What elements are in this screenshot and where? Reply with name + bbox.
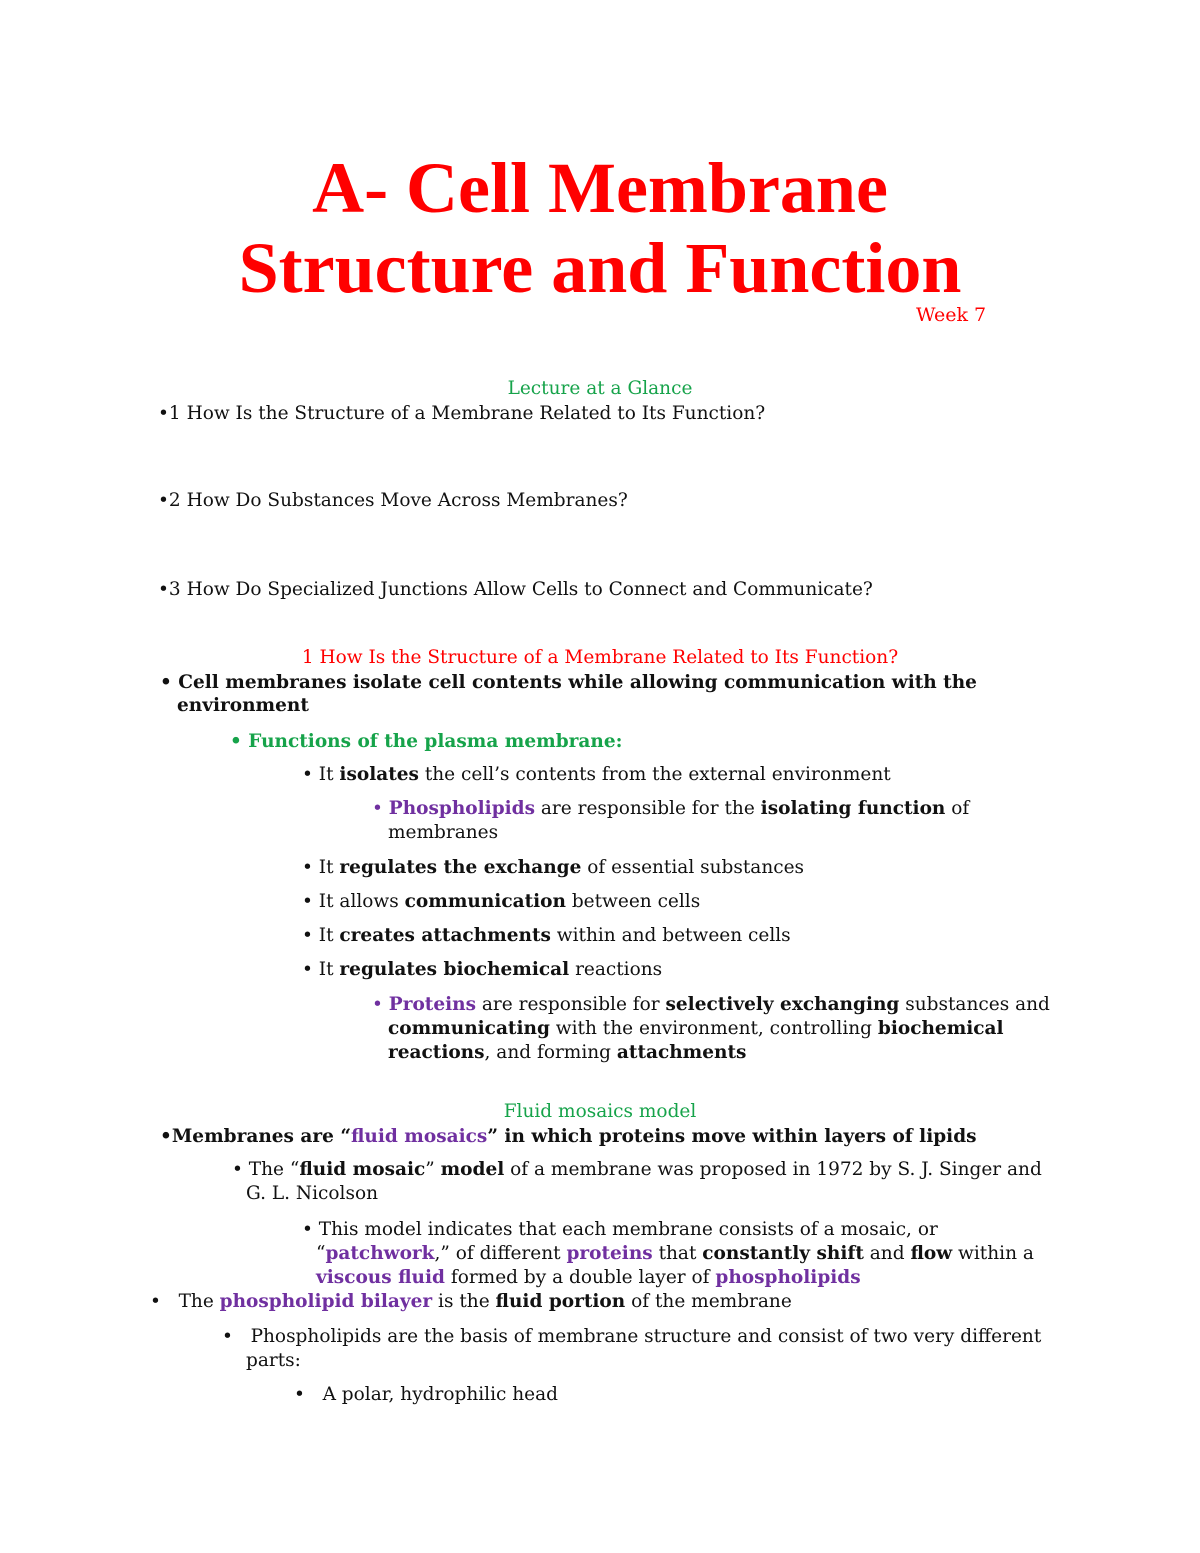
phospholipid-basis-cont: parts:: [246, 1350, 301, 1371]
fluid-lead: •Membranes are “fluid mosaics” in which proteins move within layers of lipids: [160, 1126, 977, 1147]
fluid-heading: Fluid mosaics model: [503, 1101, 697, 1122]
bullet-icon: •: [232, 1159, 249, 1180]
function-regulates-exchange: • It regulates the exchange of essential substances: [302, 857, 805, 878]
fluid-model: • The “fluid mosaic” model of a membrane was proposed in 1972 by S. J. Singer and: [232, 1159, 1042, 1180]
fluid-model-cont: G. L. Nicolson: [246, 1183, 378, 1204]
bullet-icon: •: [160, 1126, 172, 1147]
proteins-note: • Proteins are responsible for selectively exchanging substances and: [372, 994, 1050, 1015]
mosaic-desc-cont2: viscous fluid formed by a double layer of phospholipids: [316, 1267, 861, 1288]
bullet-icon: •: [372, 798, 389, 819]
bullet-icon: •: [294, 1384, 323, 1405]
bullet-icon: •: [222, 1326, 251, 1347]
bullet-icon: •: [160, 672, 179, 693]
bullet-icon: •: [302, 764, 319, 785]
glance-item-2: •2 How Do Substances Move Across Membranes?: [158, 490, 628, 511]
page-title-line2: Structure and Function: [238, 228, 962, 308]
mosaic-desc-cont1: “patchwork,” of different proteins that constantly shift and flow within a: [316, 1243, 1034, 1264]
bullet-icon: •: [230, 731, 249, 752]
function-biochemical: • It regulates biochemical reactions: [302, 959, 663, 980]
proteins-note-cont2: reactions, and forming attachments: [388, 1042, 747, 1063]
bullet-icon: •: [302, 959, 319, 980]
mosaic-desc: • This model indicates that each membrane consists of a mosaic, or: [302, 1219, 938, 1240]
section1-heading: 1 How Is the Structure of a Membrane Related to Its Function?: [301, 647, 899, 668]
functions-heading: • Functions of the plasma membrane:: [230, 731, 623, 752]
proteins-note-cont1: communicating with the environment, controlling biochemical: [388, 1018, 1004, 1039]
week-label: Week 7: [916, 304, 987, 326]
glance-item-3: •3 How Do Specialized Junctions Allow Cells to Connect and Communicate?: [158, 579, 873, 600]
function-communication: • It allows communication between cells: [302, 891, 701, 912]
bilayer-item: • The phospholipid bilayer is the fluid portion of the membrane: [150, 1291, 792, 1312]
polar-head-item: • A polar, hydrophilic head: [294, 1384, 558, 1405]
bullet-icon: •: [302, 891, 319, 912]
bullet-icon: •: [302, 925, 319, 946]
phospholipids-note: • Phospholipids are responsible for the isolating function of: [372, 798, 970, 819]
function-attachments: • It creates attachments within and between cells: [302, 925, 791, 946]
phospholipids-note-cont: membranes: [388, 822, 499, 843]
section1-lead-cont: environment: [177, 695, 309, 716]
section1-lead: • Cell membranes isolate cell contents while allowing communication with the: [160, 672, 977, 693]
page-title-line1: A- Cell Membrane: [312, 148, 888, 228]
function-isolates: • It isolates the cell’s contents from the external environment: [302, 764, 891, 785]
phospholipid-basis: • Phospholipids are the basis of membrane structure and consist of two very different: [222, 1326, 1042, 1347]
bullet-icon: •: [302, 857, 319, 878]
bullet-icon: •: [150, 1291, 179, 1312]
bullet-icon: •: [302, 1219, 319, 1240]
glance-heading: Lecture at a Glance: [507, 378, 693, 399]
glance-item-1: •1 How Is the Structure of a Membrane Related to Its Function?: [158, 403, 766, 424]
bullet-icon: •: [372, 994, 389, 1015]
